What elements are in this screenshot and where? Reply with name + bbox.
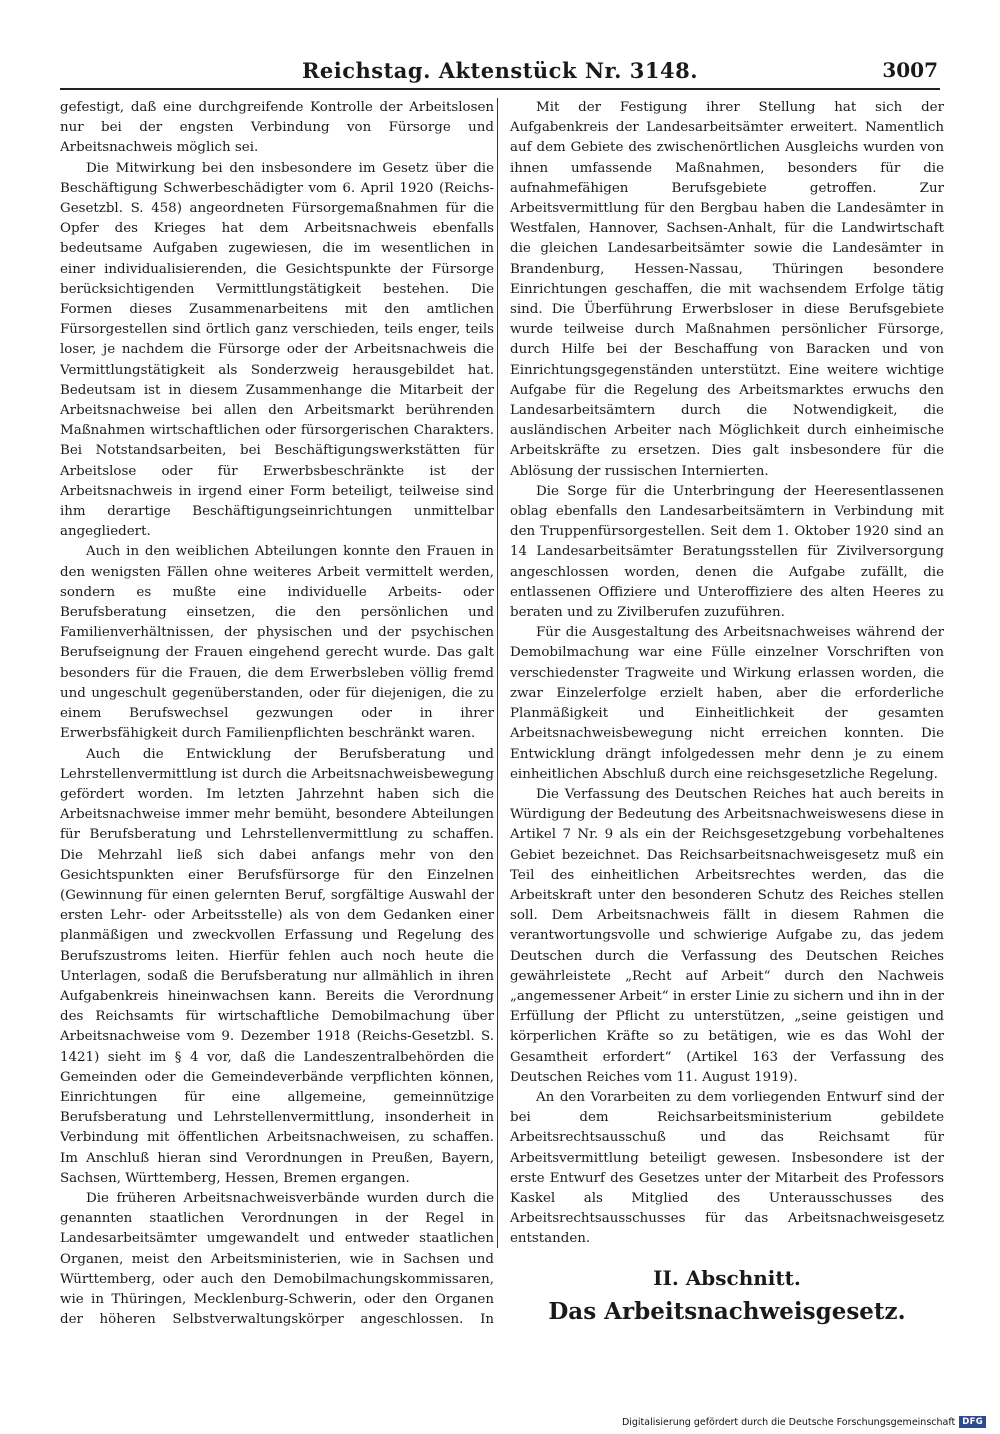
page-header: [60, 58, 940, 90]
left-column: [60, 98, 494, 1328]
paragraph: Mit der Festigung ihrer Stellung hat sich der Aufgabenkreis der Landesarbeitsämter erweitert. Namentlich auf dem Gebiete des zwischenörtlichen Ausgleichs wurden von ihnen umfassende Maßnahmen, besonders für die aufnahmefähigen Berufsgebiete getroffen. Zur Arbeitsvermittlung für den Bergbau haben die Landesämter in Westfalen, Hannover, Sachsen-Anhalt, für die Landwirtschaft die gleichen Landesarbeitsämter sowie die Landesämter in Brandenburg, Hessen-Nassau, Thüringen besondere Einrichtungen geschaffen, die mit wachsendem Erfolge tätig sind. Die Überführung Erwerbsloser in diese Berufsgebiete wurde teilweise durch Maßnahmen persönlicher Fürsorge, durch Hilfe bei der Beschaffung von Baracken und von Einrichtungsgegenständen unterstützt. Eine weitere wichtige Aufgabe für die Regelung des Arbeitsmarktes erwuchs den Landesarbeitsämtern durch die Notwendigkeit, die ausländischen Arbeiter nach Möglichkeit durch einheimische Arbeitskräfte zu ersetzen. Dies galt insbesondere für die Ablösung der russischen Internierten.: [510, 100, 944, 479]
paragraph: Die Verfassung des Deutschen Reiches hat auch bereits in Würdigung der Bedeutung des Arbeitsnachweiswesens diese in Artikel 7 Nr. 9 als ein der Reichsgesetzgebung vorbehaltenes Gebiet bezeichnet. Das Reichsarbeitsnachweisgesetz muß ein Teil des einheitlichen Arbeitsrechtes werden, das die Arbeitskraft unter den besonderen Schutz des Reiches stellen soll. Dem Arbeitsnachweis fällt in diesem Rahmen die verantwortungsvolle und schwierige Aufgabe zu, das jedem Deutschen durch die Verfassung des Deutschen Reiches gewährleistete „Recht auf Arbeit“ durch den Nachweis „angemessener Arbeit“ in erster Linie zu sichern und ihn in der Erfüllung der Pflicht zu unterstützen, „seine geistigen und körperlichen Kräfte so zu betätigen, wie es das Wohl der Gesamtheit erfordert“ (Artikel 163 der Verfassung des Deutschen Reiches vom 11. August 1919).: [510, 786, 944, 1085]
digitization-credit: [622, 1416, 986, 1428]
column-divider: [497, 98, 498, 1248]
section-number: II. Abschnitt.: [653, 1265, 801, 1290]
page-number: 3007: [882, 58, 938, 82]
paragraph: Die Mitwirkung bei den insbesondere im Gesetz über die Beschäftigung Schwerbeschädigter vom 6. April 1920 (Reichs-Gesetzbl. S. 458) angeordneten Fürsorgemaßnahmen für die Opfer des Krieges hat dem Arbeitsnachweis ebenfalls bedeutsame Aufgaben zugewiesen, die im wesentlichen in einer individualisierenden, die Gesichtspunkte der Fürsorge berücksichtigenden Vermittlungstätigkeit bestehen. Die Formen dieses Zusammenarbeitens mit den amtlichen Fürsorgestellen sind örtlich ganz verschieden, teils enger, teils loser, je nachdem die Fürsorge oder der Arbeitsnachweis die Vermittlungstätigkeit als Sonderzweig herausgebildet hat. Bedeutsam ist in diesem Zusammenhange die Mitarbeit der Arbeitsnachweise bei allen den Arbeitsmarkt berührenden Maßnahmen wirtschaftlichen oder fürsorgerischen Charakters. Bei Notstandsarbeiten, bei Beschäftigungswerkstätten für Arbeitslose oder für Erwerbsbeschränkte ist der Arbeitsnachweis in irgend einer Form beteiligt, teilweise sind ihm derartige Beschäftigungseinrichtungen unmittelbar angegliedert.: [60, 160, 494, 540]
running-head: Reichstag. Aktenstück Nr. 3148.: [301, 58, 699, 83]
paragraph: Auch in den weiblichen Abteilungen konnte den Frauen in den wenigsten Fällen ohne weiteres Arbeit vermittelt werden, sondern es mußte eine individuelle Arbeits- oder Berufsberatung einsetzen, die den persönlichen und Familienverhältnissen, der physischen und der psychischen Berufseignung der Frauen eingehend gerecht wurde. Das galt besonders für die Frauen, die dem Erwerbsleben völlig fremd und ungeschult gegenüberstanden, oder für diejenigen, die zu einem Berufswechsel gezwungen oder in ihrer Erwerbsfähigkeit durch Familienpflichten beschränkt waren.: [60, 544, 494, 742]
right-column: [510, 98, 944, 1328]
paragraph: Die Sorge für die Unterbringung der Heeresentlassenen oblag ebenfalls den Landesarbeitsämtern in Verbindung mit den Truppenfürsorgestellen. Seit dem 1. Oktober 1920 sind an 14 Landesarbeitsämter Beratungsstellen für Zivilversorgung angeschlossen worden, denen die Aufgabe zufällt, die entlassenen Offiziere und Unteroffiziere des alten Heeres zu beraten und zu Zivilberufen zuzuführen.: [510, 483, 944, 621]
dfg-logo-icon: DFG: [959, 1416, 986, 1428]
paragraph: An den Vorarbeiten zu dem vorliegenden Entwurf sind der bei dem Reichsarbeitsministerium gebildete Arbeitsrechtsausschuß und das Reichsamt für Arbeitsvermittlung beteiligt gewesen. Insbesondere ist der erste Entwurf des Gesetzes unter der Mitarbeit des Professors Kaskel als Mitglied des Unterausschusses des Arbeitsrechtsausschusses für das Arbeitsnachweisgesetz entstanden.: [510, 1089, 944, 1247]
paragraph: Die früheren Arbeitsnachweisverbände wurden durch die genannten staatlichen Verordnungen in der Regel in Landesarbeitsämter umgewandelt und entweder staatlichen Organen, meist den Arbeitsministerien, wie in Sachsen und Württemberg, oder auch den Demobilmachungskommissaren, wie in Thüringen, Mecklenburg-Schwerin, oder den Organen der höheren Selbstverwaltungskörper angeschlossen. In: [60, 1190, 494, 1328]
credit-text: Digitalisierung gefördert durch die Deutsche Forschungsgemeinschaft: [621, 1416, 956, 1428]
section-title: Das Arbeitsnachweisgesetz.: [548, 1297, 906, 1325]
paragraph: Für die Ausgestaltung des Arbeitsnachweises während der Demobilmachung war eine Fülle einzelner Vorschriften von verschiedenster Tragweite und Wirkung erlassen worden, die zwar Einzelerfolge erzielt haben, aber die erforderliche Planmäßigkeit und Einheitlichkeit der gesamten Arbeitsnachweisbewegung nicht erreichen konnten. Die Entwicklung drängt infolgedessen mehr denn je zu einem einheitlichen Abschluß durch eine reichsgesetzliche Regelung.: [510, 625, 944, 782]
paragraph: Auch die Entwicklung der Berufsberatung und Lehrstellenvermittlung ist durch die Arbeitsnachweisbewegung gefördert worden. Im letzten Jahrzehnt haben sich die Arbeitsnachweise immer mehr bemüht, besondere Abteilungen für Berufsberatung und Lehrstellenvermittlung zu schaffen. Die Mehrzahl ließ sich dabei anfangs mehr von den Gesichtspunkten einer Berufsfürsorge für den Einzelnen (Gewinnung für einen gelernten Beruf, sorgfältige Auswahl der ersten Lehr- oder Arbeitsstelle) als von dem Gedanken einer planmäßigen und zweckvollen Erfassung und Regelung des Berufszustroms leiten. Hierfür fehlen auch noch heute die Unterlagen, sodaß die Berufsberatung nur allmählich in ihren Aufgabenkreis hineinwachsen kann. Bereits die Verordnung des Reichsamts für wirtschaftliche Demobilmachung über Arbeitsnachweise vom 9. Dezember 1918 (Reichs-Gesetzbl. S. 1421) sieht im § 4 vor, daß die Landeszentralbehörden die Gemeinden oder die Gemeindeverbände verpflichten können, Einrichtungen für eine allgemeine, gemeinnützige Berufsberatung und Lehrstellenvermittlung, insonderheit in Verbindung mit öffentlichen Arbeitsnachweisen, zu schaffen. Im Anschluß hieran sind Verordnungen in Preußen, Bayern, Sachsen, Württemberg, Hessen, Bremen ergangen.: [60, 746, 494, 1186]
paragraph: gefestigt, daß eine durchgreifende Kontrolle der Arbeitslosen nur bei der engsten Verbindung von Fürsorge und Arbeitsnachweis möglich sei.: [60, 100, 494, 156]
